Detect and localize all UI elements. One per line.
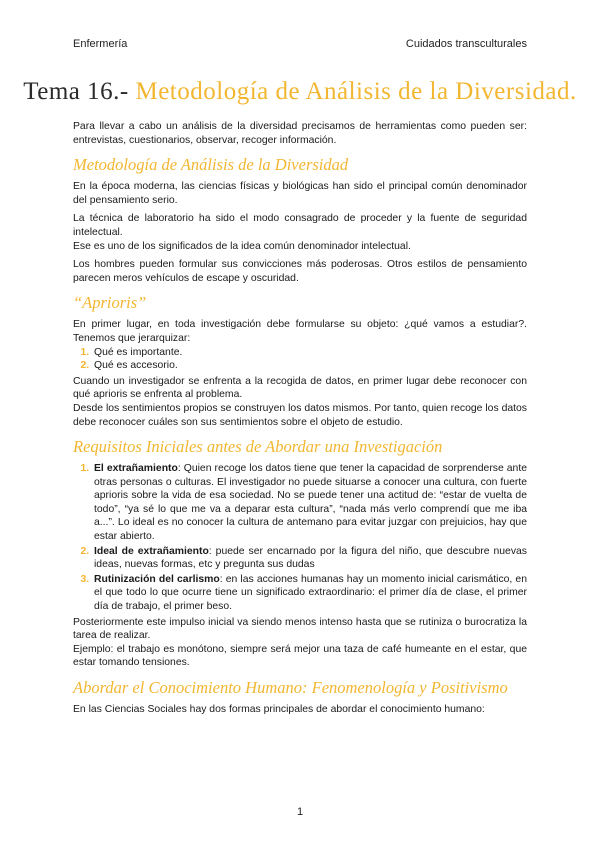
header-right: Cuidados transculturales <box>405 38 527 50</box>
numbered-list <box>73 462 527 614</box>
list-item: 2. Qué es accesorio. <box>92 359 527 373</box>
document-body <box>73 120 527 722</box>
paragraph: Ese es uno de los significados de la idea común denominador intelectual. <box>73 240 411 252</box>
list-item-text: : puede ser encarnado por la figura del niño, que descubre nuevas ideas, nuevas formas, etc y pregunta sus dudas <box>94 545 527 571</box>
title-number: Tema 16.- <box>23 78 129 105</box>
section-heading-metodologia: Metodología de Análisis de la Diversidad <box>73 155 349 175</box>
paragraph: Cuando un investigador se enfrenta a la recogida de datos, en primer lugar debe reconocer con qué aprioris se enfrenta al problema. <box>73 375 527 401</box>
intro-paragraph: Para llevar a cabo un análisis de la diversidad precisamos de herramientas como pueden ser: entrevistas, cuestionarios, observar, recoger información. <box>73 121 527 146</box>
paragraph: Los hombres pueden formular sus convicciones más poderosas. Otros estilos de pensamiento parecen meros vehículos de escape y oscuridad. <box>73 259 527 284</box>
title-text: Metodología de Análisis de la Diversidad. <box>135 78 577 105</box>
paragraph: En las Ciencias Sociales hay dos formas principales de abordar el conocimiento humano: <box>73 704 485 715</box>
paragraph: Posteriormente este impulso inicial va siendo menos intenso hasta que se rutiniza o burocratiza la tarea de realizar. <box>73 616 527 642</box>
list-item-term: Ideal de extrañamiento <box>94 545 209 557</box>
header-left: Enfermería <box>73 38 128 50</box>
section-heading-requisitos: Requisitos Iniciales antes de Abordar una Investigación <box>73 437 443 457</box>
paragraph: La técnica de laboratorio ha sido el modo consagrado de proceder y la fuente de seguridad intelectual. <box>73 213 527 238</box>
list-item-term: Rutinización del carlismo <box>94 573 220 585</box>
paragraph: En la época moderna, las ciencias físicas y biológicas han sido el principal común denominador del pensamiento serio. <box>73 181 527 206</box>
section-heading-conocimiento: Abordar el Conocimiento Humano: Fenomenología y Positivismo <box>73 678 508 697</box>
page-title <box>0 78 600 106</box>
paragraph: En primer lugar, en toda investigación debe formularse su objeto: ¿qué vamos a estudiar?. Tenemos que jerarquizar: <box>73 319 527 344</box>
section-heading-aprioris: “Aprioris” <box>73 293 147 313</box>
list-item-text: : en las acciones humanas hay un momento inicial carismático, en el que todo lo que ocurre tiene un significado extraordinario: el primer día de clase, el primer día de trabajo, el primer beso. <box>94 573 527 613</box>
list-item-term: El extrañamiento <box>94 463 178 475</box>
paragraph: Desde los sentimientos propios se construyen los datos mismos. Por tanto, quien recoge los datos debe reconocer cuáles son sus sentimientos sobre el objeto de estudio. <box>73 402 527 428</box>
page-number: 1 <box>296 806 304 818</box>
numbered-list <box>73 346 527 373</box>
paragraph: Ejemplo: el trabajo es monótono, siempre será mejor una taza de café humeante en el estar, que estar tomando tensiones. <box>73 643 527 669</box>
page-header <box>73 38 527 50</box>
list-item <box>92 573 527 614</box>
list-item: 1. Qué es importante. <box>92 346 527 360</box>
list-item <box>92 462 527 544</box>
list-item <box>92 545 527 572</box>
list-item-text: : Quien recoge los datos tiene que tener la capacidad de sorprenderse ante otras personas o culturas. El investigador no puede situarse a conocer una cultura, con fuerte aprioris sobre la vida de esa sociedad. No se puede tener una actitud de: “estar de vuelta de todo”, “ya sé lo que me va a deparar esta cultura”, “nada más verlo comprendí que me iba a...”. Lo ideal es no conocer la cultura de antemano para evitar juzgar con prejuicios, hay que estar abierto. <box>94 463 527 543</box>
